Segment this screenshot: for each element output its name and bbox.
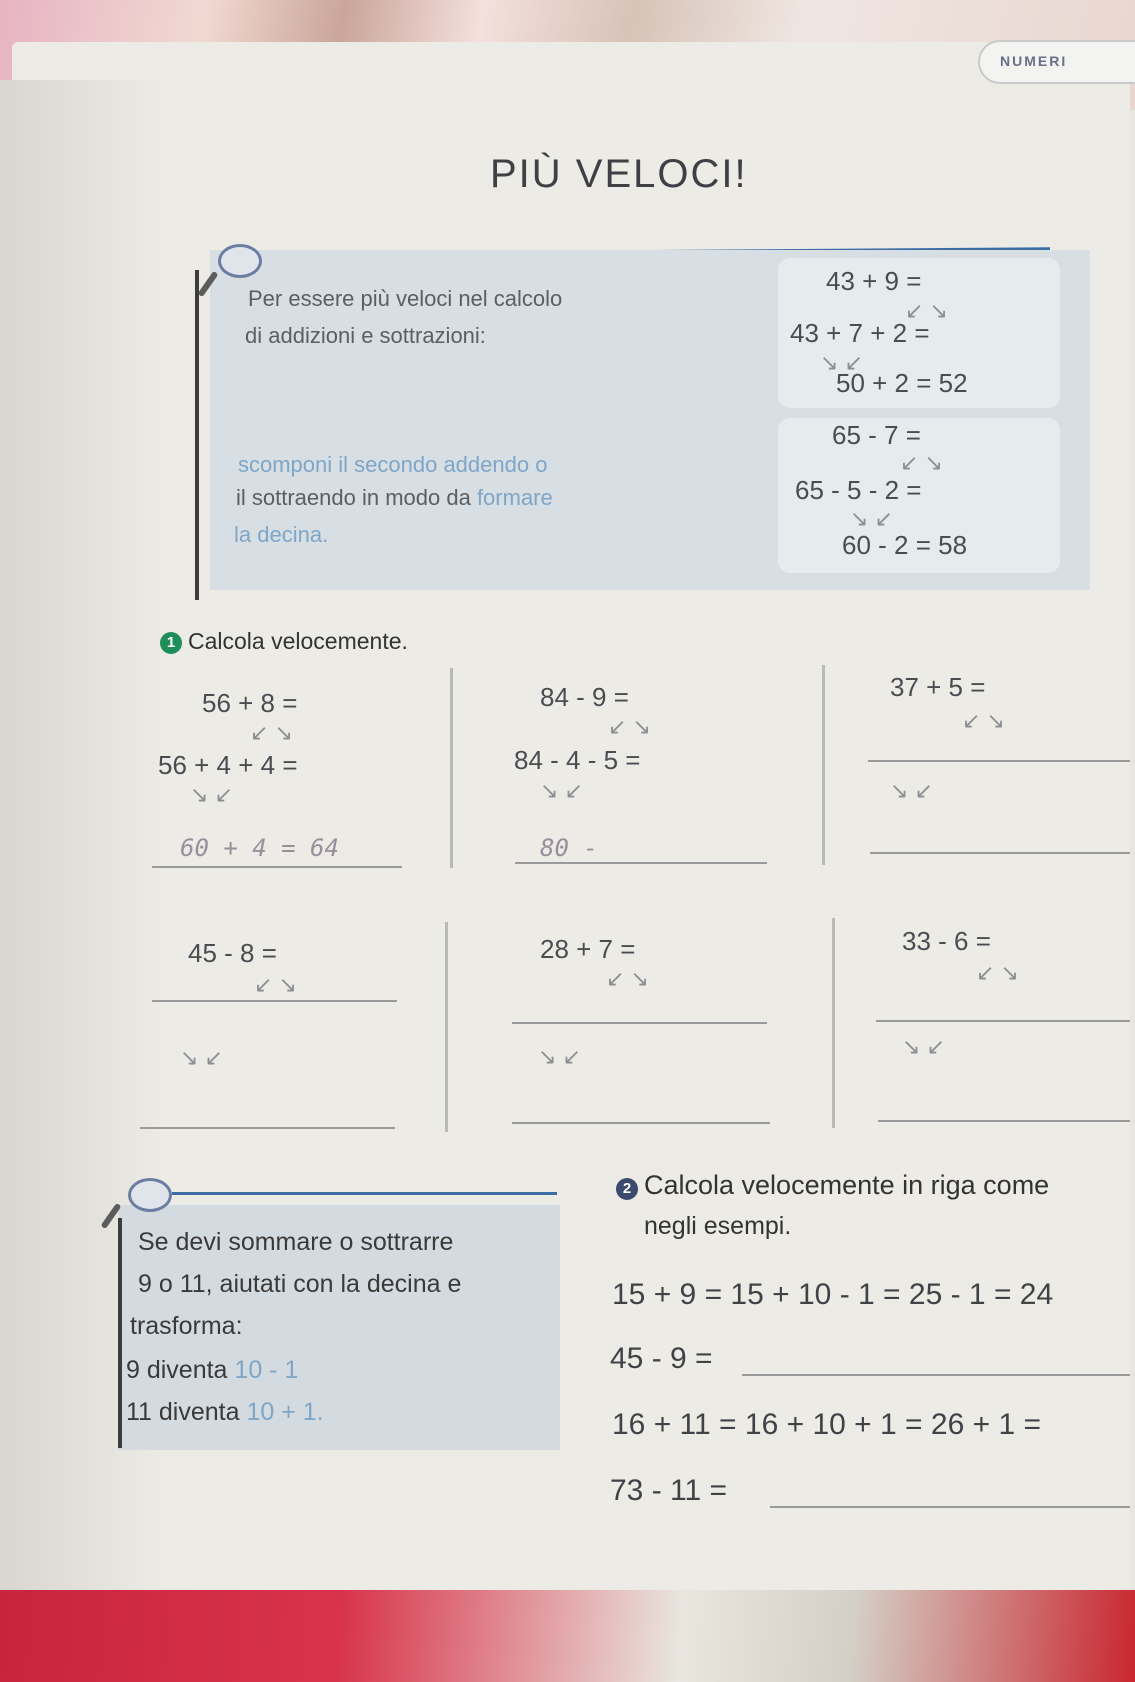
- exercise-1a-arrows-split: ↙ ↘: [250, 720, 293, 745]
- exercise-1b-split: 84 - 4 - 5 =: [514, 745, 641, 775]
- exercise-1a-split: 56 + 4 + 4 =: [158, 750, 298, 780]
- tip-line-1: Se devi sommare o sottrarre: [138, 1228, 454, 1256]
- exercise-1b-question: 84 - 9 =: [540, 682, 629, 712]
- exercise-1d-arrows-split: ↙ ↘: [254, 972, 297, 997]
- exercise-1c-arrows-join: ↘ ↙: [890, 778, 933, 803]
- intro-line-3: scomponi il secondo addendo o: [238, 452, 548, 477]
- ex-add-arrows2: ↘ ↙: [820, 350, 863, 375]
- exercise-1e-answer-line[interactable]: [512, 1122, 770, 1124]
- column-separator: [822, 665, 825, 865]
- column-separator: [445, 922, 448, 1132]
- exercise-2-question-2: 73 - 11 =: [610, 1474, 728, 1507]
- exercise-1c-question: 37 + 5 =: [890, 672, 986, 702]
- tip-border: [118, 1218, 122, 1448]
- exercise-1a-answer-line: [152, 866, 402, 868]
- exercise-1a-arrows-join: ↘ ↙: [190, 782, 233, 807]
- background-fabric-bottom: [0, 1590, 1135, 1682]
- ex-sub-step1: 65 - 7 =: [832, 420, 921, 450]
- exercise-1f-question: 33 - 6 =: [902, 926, 991, 956]
- exercise-2-instruction-2: negli esempi.: [644, 1212, 792, 1240]
- exercise-2-example-2: 16 + 11 = 16 + 10 + 1 = 26 + 1 =: [612, 1408, 1041, 1441]
- exercise-1a-answer[interactable]: 60 + 4 = 64: [180, 834, 339, 862]
- exercise-1-number: 1: [160, 632, 182, 654]
- exercise-1c-arrows-split: ↙ ↘: [962, 708, 1005, 733]
- tip-line-3: trasforma:: [130, 1312, 243, 1340]
- ex-sub-step2: 65 - 5 - 2 =: [795, 475, 922, 505]
- exercise-2-answer-line-1[interactable]: [742, 1374, 1130, 1376]
- exercise-1d-answer-line[interactable]: [140, 1127, 395, 1129]
- tip-rule: [172, 1192, 557, 1195]
- intro-border: [195, 270, 199, 600]
- intro-line-5: la decina.: [234, 522, 329, 547]
- exercise-1b-answer-line: [515, 862, 767, 864]
- exercise-1e-question: 28 + 7 =: [540, 934, 636, 964]
- exercise-1c-answer-line[interactable]: [870, 852, 1130, 854]
- exercise-1f-split-line[interactable]: [876, 1020, 1130, 1022]
- exercise-1b-arrows-split: ↙ ↘: [608, 714, 651, 739]
- intro-line-2: di addizioni e sottrazioni:: [245, 323, 486, 348]
- exercise-1b-answer[interactable]: 80 -: [540, 834, 598, 862]
- exercise-1f-answer-line[interactable]: [878, 1120, 1130, 1122]
- intro-line-4: il sottraendo in modo da formare: [236, 485, 553, 510]
- tip-line-2: 9 o 11, aiutati con la decina e: [138, 1270, 462, 1298]
- ex-sub-step3: 60 - 2 = 58: [842, 530, 968, 560]
- ex-add-step3: 50 + 2 = 52: [836, 368, 968, 398]
- exercise-1d-question: 45 - 8 =: [188, 938, 277, 968]
- ex-sub-arrows1: ↙ ↘: [900, 450, 943, 475]
- tip-line-4: 9 diventa 10 - 1: [126, 1356, 299, 1384]
- ex-sub-arrows2: ↘ ↙: [850, 506, 893, 531]
- exercise-2-instruction: Calcola velocemente in riga come: [644, 1170, 1050, 1200]
- exercise-2-answer-line-2[interactable]: [770, 1506, 1130, 1508]
- tip-line-5: 11 diventa 10 + 1.: [126, 1398, 324, 1426]
- exercise-2-number: 2: [616, 1178, 638, 1200]
- exercise-1a-question: 56 + 8 =: [202, 688, 298, 718]
- magnifier-icon: [218, 244, 262, 278]
- exercise-2-example-1: 15 + 9 = 15 + 10 - 1 = 25 - 1 = 24: [612, 1278, 1054, 1311]
- exercise-1e-arrows-split: ↙ ↘: [606, 966, 649, 991]
- exercise-1b-arrows-join: ↘ ↙: [540, 778, 583, 803]
- exercise-1-instruction: Calcola velocemente.: [188, 628, 408, 654]
- ex-add-step1: 43 + 9 =: [826, 266, 922, 296]
- section-label: NUMERI: [1000, 53, 1068, 69]
- ex-add-step2: 43 + 7 + 2 =: [790, 318, 930, 348]
- exercise-1c-split-line[interactable]: [868, 760, 1130, 762]
- ex-add-arrows1: ↙ ↘: [905, 298, 948, 323]
- exercise-1f-arrows-split: ↙ ↘: [976, 960, 1019, 985]
- column-separator: [832, 918, 835, 1128]
- exercise-2-question-1: 45 - 9 =: [610, 1342, 713, 1375]
- magnifier-icon: [128, 1178, 172, 1212]
- exercise-1e-split-line[interactable]: [512, 1022, 767, 1024]
- section-tag: [978, 40, 1135, 84]
- exercise-1d-arrows-join: ↘ ↙: [180, 1045, 223, 1070]
- exercise-1f-arrows-join: ↘ ↙: [902, 1034, 945, 1059]
- column-separator: [450, 668, 453, 868]
- page-title: PIÙ VELOCI!: [490, 152, 748, 196]
- exercise-1e-arrows-join: ↘ ↙: [538, 1044, 581, 1069]
- intro-line-1: Per essere più veloci nel calcolo: [248, 286, 563, 311]
- exercise-1d-split-line[interactable]: [152, 1000, 397, 1002]
